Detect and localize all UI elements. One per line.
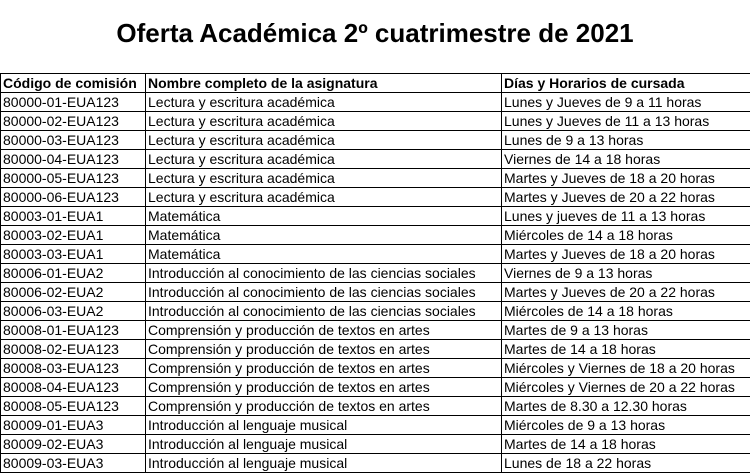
cell-commission-code: 80009-02-EUA3: [1, 435, 146, 454]
cell-schedule: Miércoles y Viernes de 18 a 20 horas: [502, 359, 750, 378]
cell-commission-code: 80009-03-EUA3: [1, 454, 146, 473]
header-subject-name: Nombre completo de la asignatura: [146, 74, 502, 93]
cell-subject-name: Lectura y escritura académica: [146, 131, 502, 150]
table-row: [1, 226, 750, 245]
cell-commission-code: 80000-06-EUA123: [1, 188, 146, 207]
cell-commission-code: 80003-03-EUA1: [1, 245, 146, 264]
table-row: [1, 245, 750, 264]
cell-schedule: Martes y Jueves de 20 a 22 horas: [502, 283, 750, 302]
cell-schedule: Lunes de 18 a 22 horas: [502, 454, 750, 473]
cell-subject-name: Introducción al conocimiento de las ciencias sociales: [146, 283, 502, 302]
cell-subject-name: Comprensión y producción de textos en artes: [146, 340, 502, 359]
cell-commission-code: 80000-03-EUA123: [1, 131, 146, 150]
cell-commission-code: 80008-03-EUA123: [1, 359, 146, 378]
cell-subject-name: Lectura y escritura académica: [146, 93, 502, 112]
cell-subject-name: Lectura y escritura académica: [146, 169, 502, 188]
cell-schedule: Martes de 14 a 18 horas: [502, 435, 750, 454]
table-row: [1, 207, 750, 226]
header-commission-code: Código de comisión: [1, 74, 146, 93]
cell-schedule: Lunes y jueves de 11 a 13 horas: [502, 207, 750, 226]
table-row: [1, 359, 750, 378]
cell-subject-name: Introducción al conocimiento de las ciencias sociales: [146, 264, 502, 283]
table-row: [1, 188, 750, 207]
cell-commission-code: 80008-02-EUA123: [1, 340, 146, 359]
cell-subject-name: Comprensión y producción de textos en artes: [146, 397, 502, 416]
table-row: [1, 302, 750, 321]
cell-commission-code: 80000-04-EUA123: [1, 150, 146, 169]
course-offer-table: [0, 73, 750, 473]
cell-schedule: Martes y Jueves de 18 a 20 horas: [502, 245, 750, 264]
table-header-row: [1, 74, 750, 93]
table-row: [1, 397, 750, 416]
cell-subject-name: Introducción al lenguaje musical: [146, 435, 502, 454]
table-row: [1, 340, 750, 359]
cell-commission-code: 80008-05-EUA123: [1, 397, 146, 416]
table-body: [1, 93, 750, 473]
cell-subject-name: Lectura y escritura académica: [146, 188, 502, 207]
cell-schedule: Martes de 8.30 a 12.30 horas: [502, 397, 750, 416]
cell-schedule: Miércoles de 14 a 18 horas: [502, 302, 750, 321]
cell-schedule: Lunes de 9 a 13 horas: [502, 131, 750, 150]
table-row: [1, 112, 750, 131]
cell-schedule: Miércoles de 9 a 13 horas: [502, 416, 750, 435]
cell-schedule: Miércoles y Viernes de 20 a 22 horas: [502, 378, 750, 397]
cell-subject-name: Introducción al conocimiento de las ciencias sociales: [146, 302, 502, 321]
table-row: [1, 416, 750, 435]
cell-commission-code: 80008-01-EUA123: [1, 321, 146, 340]
cell-commission-code: 80003-01-EUA1: [1, 207, 146, 226]
cell-commission-code: 80006-01-EUA2: [1, 264, 146, 283]
table-row: [1, 150, 750, 169]
cell-commission-code: 80009-01-EUA3: [1, 416, 146, 435]
table-row: [1, 283, 750, 302]
cell-commission-code: 80006-02-EUA2: [1, 283, 146, 302]
table-row: [1, 264, 750, 283]
table-row: [1, 169, 750, 188]
cell-subject-name: Introducción al lenguaje musical: [146, 454, 502, 473]
table-row: [1, 131, 750, 150]
cell-schedule: Martes y Jueves de 20 a 22 horas: [502, 188, 750, 207]
page-title: Oferta Académica 2º cuatrimestre de 2021: [116, 18, 634, 48]
table-row: [1, 378, 750, 397]
cell-subject-name: Introducción al lenguaje musical: [146, 416, 502, 435]
cell-commission-code: 80000-05-EUA123: [1, 169, 146, 188]
cell-schedule: Martes de 9 a 13 horas: [502, 321, 750, 340]
cell-subject-name: Matemática: [146, 226, 502, 245]
cell-commission-code: 80000-02-EUA123: [1, 112, 146, 131]
cell-commission-code: 80003-02-EUA1: [1, 226, 146, 245]
table-row: [1, 435, 750, 454]
cell-commission-code: 80000-01-EUA123: [1, 93, 146, 112]
cell-subject-name: Comprensión y producción de textos en artes: [146, 378, 502, 397]
cell-schedule: Miércoles de 14 a 18 horas: [502, 226, 750, 245]
cell-schedule: Martes de 14 a 18 horas: [502, 340, 750, 359]
cell-subject-name: Comprensión y producción de textos en artes: [146, 359, 502, 378]
cell-commission-code: 80008-04-EUA123: [1, 378, 146, 397]
table-row: [1, 321, 750, 340]
header-schedule: Días y Horarios de cursada: [502, 74, 750, 93]
cell-schedule: Viernes de 14 a 18 horas: [502, 150, 750, 169]
cell-commission-code: 80006-03-EUA2: [1, 302, 146, 321]
cell-schedule: Lunes y Jueves de 9 a 11 horas: [502, 93, 750, 112]
cell-subject-name: Comprensión y producción de textos en artes: [146, 321, 502, 340]
cell-subject-name: Lectura y escritura académica: [146, 150, 502, 169]
cell-schedule: Lunes y Jueves de 11 a 13 horas: [502, 112, 750, 131]
table-row: [1, 93, 750, 112]
table-row: [1, 454, 750, 473]
cell-subject-name: Lectura y escritura académica: [146, 112, 502, 131]
cell-schedule: Martes y Jueves de 18 a 20 horas: [502, 169, 750, 188]
cell-subject-name: Matemática: [146, 207, 502, 226]
cell-subject-name: Matemática: [146, 245, 502, 264]
cell-schedule: Viernes de 9 a 13 horas: [502, 264, 750, 283]
